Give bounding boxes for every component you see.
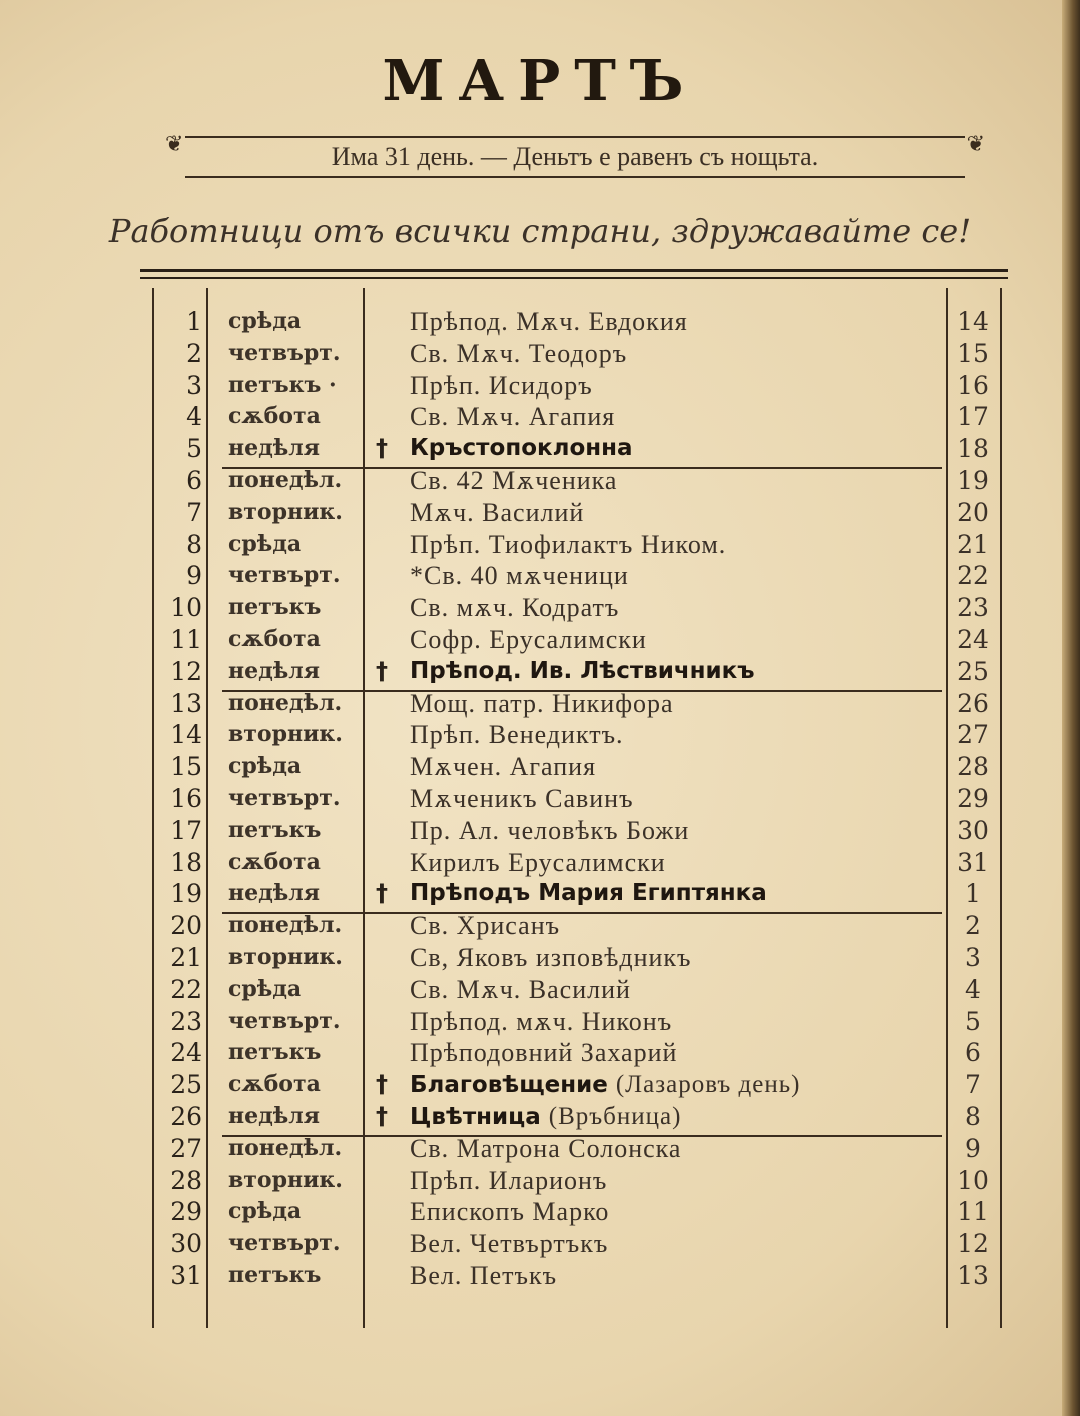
weekday: срѣда <box>228 753 302 780</box>
saint-name-text: Св. Мѫч. Агапия <box>410 402 616 432</box>
old-style-date: 31 <box>957 847 989 877</box>
info-banner <box>165 130 985 184</box>
day-number: 26 <box>170 1101 202 1131</box>
motto: Работници отъ всички страни, здружавайте се! <box>108 212 972 250</box>
day-number: 27 <box>170 1133 202 1163</box>
day-number: 2 <box>186 338 202 368</box>
calendar-row <box>0 370 1080 402</box>
old-style-date: 1 <box>965 879 981 909</box>
saint-name-text: Кръстопоклонна <box>410 435 633 462</box>
weekday: сѫбота <box>228 1071 321 1098</box>
weekday: петъкъ <box>228 1039 322 1066</box>
saint-name-text: Пр. Ал. человѣкъ Божи <box>410 815 690 845</box>
saint-name-text: Вел. Петъкъ <box>410 1260 558 1290</box>
day-number: 16 <box>170 783 202 813</box>
cross-icon: † <box>376 434 388 463</box>
weekday: вторник. <box>228 721 343 748</box>
old-style-date: 7 <box>965 1070 981 1100</box>
day-number: 3 <box>186 370 202 400</box>
calendar-row <box>0 624 1080 656</box>
weekday: понедѣл. <box>228 466 343 493</box>
old-style-date: 24 <box>957 624 989 654</box>
calendar-row <box>0 910 1080 942</box>
weekday: четвърт. <box>228 1007 341 1034</box>
calendar-row <box>0 529 1080 561</box>
day-number: 12 <box>170 656 202 686</box>
day-number: 22 <box>170 974 202 1004</box>
calendar-row <box>0 1165 1080 1197</box>
saint-name <box>410 1133 681 1165</box>
calendar-row <box>0 592 1080 624</box>
weekday: четвърт. <box>228 562 341 589</box>
saint-name <box>410 1228 608 1260</box>
page-title: МАРТЪ <box>382 48 698 114</box>
saint-name-text: Св. Мѫч. Теодоръ <box>410 338 628 368</box>
day-number: 30 <box>170 1229 202 1259</box>
saint-name-text: Прѣпод. Ив. Лѣствичникъ <box>410 657 755 684</box>
old-style-date: 19 <box>957 465 989 495</box>
saint-name-text: Св, Яковъ изповѣдникъ <box>410 942 692 972</box>
saint-name <box>410 560 629 592</box>
calendar-row <box>0 815 1080 847</box>
calendar-row <box>0 497 1080 529</box>
calendar-table <box>0 306 1080 1292</box>
calendar-row <box>0 1069 1080 1101</box>
calendar-row <box>0 433 1080 465</box>
weekday: петъкъ · <box>228 371 337 398</box>
day-number: 23 <box>170 1006 202 1036</box>
old-style-date: 15 <box>957 338 989 368</box>
day-number: 21 <box>170 942 202 972</box>
old-style-date: 2 <box>965 911 981 941</box>
saint-name-text: Мѫчен. Агапия <box>410 752 597 782</box>
saint-name-text: Прѣподовний Захарий <box>410 1038 678 1068</box>
day-number: 6 <box>186 465 202 495</box>
weekday: сѫбота <box>228 848 321 875</box>
calendar-row <box>0 942 1080 974</box>
old-style-date: 18 <box>957 434 989 464</box>
old-style-date: 23 <box>957 593 989 623</box>
calendar-row <box>0 751 1080 783</box>
weekday: понедѣл. <box>228 1134 343 1161</box>
header-rule-thin <box>140 277 1008 279</box>
weekday: петъкъ <box>228 1261 322 1288</box>
calendar-row <box>0 338 1080 370</box>
weekday: сѫбота <box>228 403 321 430</box>
saint-name <box>410 910 560 942</box>
saint-name <box>410 433 633 465</box>
cross-icon: † <box>376 1101 388 1130</box>
day-number: 13 <box>170 688 202 718</box>
saint-name-text: Св. Матрона Солонска <box>410 1133 682 1163</box>
day-number: 4 <box>186 402 202 432</box>
saint-name-text: Прѣпод. Мѫч. Евдокия <box>410 307 688 336</box>
day-number: 25 <box>170 1070 202 1100</box>
old-style-date: 17 <box>957 402 989 432</box>
calendar-row <box>0 847 1080 879</box>
saint-name <box>410 1069 800 1102</box>
saint-name <box>410 783 634 815</box>
old-style-date: 3 <box>965 942 981 972</box>
weekday: четвърт. <box>228 339 341 366</box>
old-style-date: 5 <box>965 1006 981 1036</box>
calendar-row <box>0 1006 1080 1038</box>
saint-name-text: Св. Хрисанъ <box>410 911 561 941</box>
calendar-row <box>0 465 1080 497</box>
day-number: 10 <box>170 593 202 623</box>
day-number: 28 <box>170 1165 202 1195</box>
old-style-date: 16 <box>957 370 989 400</box>
day-number: 17 <box>170 815 202 845</box>
weekday: срѣда <box>228 530 302 557</box>
ornament-right-icon: ❦ <box>966 132 985 157</box>
saint-name-text: Прѣп. Иларионъ <box>410 1165 608 1195</box>
saint-name-text: *Св. 40 мѫченици <box>410 561 629 591</box>
old-style-date: 14 <box>957 307 989 336</box>
day-number: 7 <box>186 497 202 527</box>
old-style-date: 22 <box>957 561 989 591</box>
saint-name-note: (Лазаровъ день) <box>615 1071 801 1099</box>
day-number: 20 <box>170 911 202 941</box>
saint-name <box>410 401 615 433</box>
header-rule <box>140 269 1008 272</box>
saint-name-text: Вел. Четвъртъкъ <box>410 1229 609 1259</box>
old-style-date: 8 <box>965 1101 981 1131</box>
weekday: петъкъ <box>228 816 322 843</box>
day-number: 11 <box>170 624 202 654</box>
banner-rule-top <box>185 136 965 138</box>
calendar-row <box>0 878 1080 910</box>
saint-name <box>410 878 767 910</box>
ornament-left-icon: ❦ <box>165 132 184 157</box>
saint-name <box>410 624 647 656</box>
saint-name <box>410 1101 681 1134</box>
old-style-date: 12 <box>957 1229 989 1259</box>
cross-icon: † <box>376 879 388 908</box>
saint-name <box>410 1037 677 1069</box>
saint-name <box>410 815 689 847</box>
old-style-date: 9 <box>965 1133 981 1163</box>
old-style-date: 6 <box>965 1038 981 1068</box>
calendar-row <box>0 719 1080 751</box>
saint-name-text: Мѫч. Василий <box>410 497 585 527</box>
saint-name <box>410 529 726 561</box>
calendar-row <box>0 401 1080 433</box>
day-number: 9 <box>186 561 202 591</box>
weekday: недѣля <box>228 880 320 907</box>
saint-name-text: Прѣпод. мѫч. Никонъ <box>410 1006 673 1036</box>
calendar-row <box>0 1101 1080 1133</box>
saint-name <box>410 847 666 879</box>
calendar-row <box>0 1037 1080 1069</box>
old-style-date: 29 <box>957 783 989 813</box>
weekday: вторник. <box>228 498 343 525</box>
weekday: срѣда <box>228 308 302 334</box>
weekday: четвърт. <box>228 784 341 811</box>
weekday: вторник. <box>228 943 343 970</box>
old-style-date: 26 <box>957 688 989 718</box>
day-number: 31 <box>170 1260 202 1290</box>
saint-name-text: Мѫченикъ Савинъ <box>410 783 634 813</box>
old-style-date: 28 <box>957 752 989 782</box>
weekday: недѣля <box>228 435 320 462</box>
calendar-row <box>0 656 1080 688</box>
calendar-row <box>0 1196 1080 1228</box>
day-number: 1 <box>186 307 202 336</box>
calendar-row <box>0 1133 1080 1165</box>
saint-name-text: Св. 42 Мѫченика <box>410 465 618 495</box>
calendar-row <box>0 783 1080 815</box>
cross-icon: † <box>376 656 388 685</box>
saint-name-text: Св. мѫч. Кодратъ <box>410 593 620 623</box>
saint-name <box>410 942 691 974</box>
old-style-date: 11 <box>957 1197 989 1227</box>
weekday: недѣля <box>228 657 320 684</box>
day-number: 5 <box>186 434 202 464</box>
info-text: Има 31 день. — Деньтъ е равенъ съ нощьта. <box>331 142 819 171</box>
old-style-date: 25 <box>957 656 989 686</box>
old-style-date: 13 <box>957 1260 989 1290</box>
saint-name <box>410 1006 672 1038</box>
saint-name-text: Благовѣщение <box>410 1072 608 1099</box>
saint-name-text: Прѣп. Тиофилактъ Ником. <box>410 529 727 559</box>
saint-name <box>410 338 627 370</box>
saint-name <box>410 751 596 783</box>
old-style-date: 27 <box>957 720 989 750</box>
cross-icon: † <box>376 1070 388 1099</box>
saint-name-text: Прѣподъ Мария Египтянка <box>410 880 767 907</box>
day-number: 15 <box>170 752 202 782</box>
saint-name <box>410 497 584 529</box>
saint-name <box>410 306 688 338</box>
old-style-date: 4 <box>965 974 981 1004</box>
saint-name-text: Св. Мѫч. Василий <box>410 974 631 1004</box>
saint-name <box>410 1260 557 1292</box>
saint-name <box>410 974 631 1006</box>
saint-name <box>410 1196 609 1228</box>
saint-name-text: Мощ. патр. Никифора <box>410 688 674 718</box>
day-number: 29 <box>170 1197 202 1227</box>
saint-name-note: (Връбница) <box>548 1102 682 1130</box>
saint-name-text: Кирилъ Ерусалимски <box>410 847 666 877</box>
saint-name <box>410 1165 607 1197</box>
weekday: вторник. <box>228 1166 343 1193</box>
calendar-row <box>0 974 1080 1006</box>
old-style-date: 10 <box>957 1165 989 1195</box>
calendar-row <box>0 306 1080 338</box>
banner-rule-bottom <box>185 176 965 178</box>
weekday: недѣля <box>228 1102 320 1129</box>
weekday: срѣда <box>228 975 302 1002</box>
calendar-row <box>0 560 1080 592</box>
day-number: 24 <box>170 1038 202 1068</box>
calendar-row <box>0 688 1080 720</box>
day-number: 19 <box>170 879 202 909</box>
saint-name <box>410 592 619 624</box>
saint-name-text: Епископъ Марко <box>410 1197 610 1227</box>
old-style-date: 20 <box>957 497 989 527</box>
saint-name-text: Прѣп. Исидоръ <box>410 370 593 400</box>
old-style-date: 30 <box>957 815 989 845</box>
saint-name-text: Цвѣтница <box>410 1103 541 1130</box>
saint-name-text: Прѣп. Венедиктъ. <box>410 720 624 750</box>
weekday: понедѣл. <box>228 912 343 939</box>
saint-name <box>410 656 755 688</box>
weekday: сѫбота <box>228 625 321 652</box>
day-number: 18 <box>170 847 202 877</box>
saint-name <box>410 370 593 402</box>
weekday: четвърт. <box>228 1230 341 1257</box>
saint-name <box>410 465 617 497</box>
saint-name-text: Софр. Ерусалимски <box>410 624 647 654</box>
day-number: 14 <box>170 720 202 750</box>
saint-name <box>410 688 674 720</box>
saint-name <box>410 719 624 751</box>
old-style-date: 21 <box>957 529 989 559</box>
weekday: петъкъ <box>228 594 322 621</box>
weekday: срѣда <box>228 1198 302 1225</box>
weekday: понедѣл. <box>228 689 343 716</box>
calendar-row <box>0 1228 1080 1260</box>
calendar-row <box>0 1260 1080 1292</box>
day-number: 8 <box>186 529 202 559</box>
